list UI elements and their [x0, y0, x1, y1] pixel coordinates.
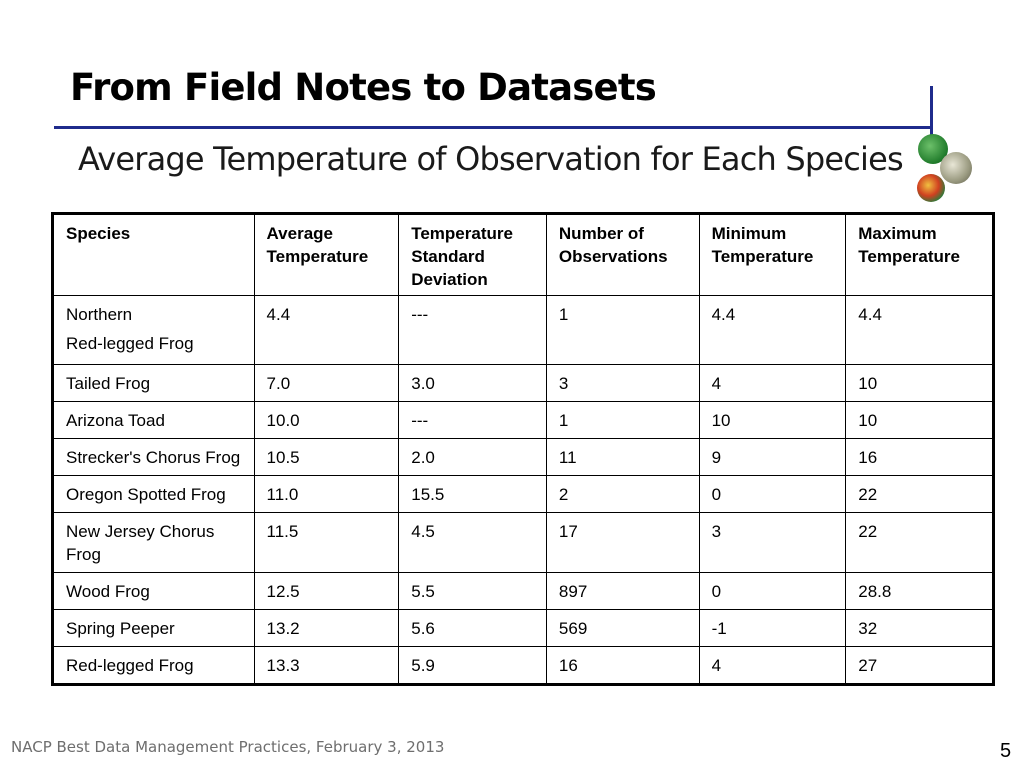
maximum-temperature-cell: 28.8 [846, 573, 994, 610]
average-temperature-cell: 13.3 [254, 647, 399, 685]
average-temperature-cell: 10.5 [254, 439, 399, 476]
header-maximum-temperature: Maximum Temperature [846, 214, 994, 296]
average-temperature-cell: 10.0 [254, 402, 399, 439]
species-cell: Red-legged Frog [53, 647, 255, 685]
minimum-temperature-cell: 0 [699, 573, 846, 610]
observations-cell: 16 [546, 647, 699, 685]
observations-cell: 11 [546, 439, 699, 476]
species-temperature-table [51, 212, 995, 686]
table-row [53, 476, 994, 513]
maximum-temperature-cell: 4.4 [846, 296, 994, 365]
minimum-temperature-cell: -1 [699, 610, 846, 647]
species-cell: Strecker's Chorus Frog [53, 439, 255, 476]
table-row [53, 610, 994, 647]
header-average-temperature: Average Temperature [254, 214, 399, 296]
average-temperature-cell: 11.5 [254, 513, 399, 573]
std-dev-cell: --- [399, 402, 547, 439]
footer-text: NACP Best Data Management Practices, February 3, 2013 [11, 738, 445, 756]
header-temperature-std-dev: Temperature Standard Deviation [399, 214, 547, 296]
observations-cell: 3 [546, 365, 699, 402]
std-dev-cell: 4.5 [399, 513, 547, 573]
table-row [53, 513, 994, 573]
slide-subtitle: Average Temperature of Observation for Each Species [78, 140, 903, 178]
observations-cell: 897 [546, 573, 699, 610]
maximum-temperature-cell: 22 [846, 476, 994, 513]
header-number-of-observations: Number of Observations [546, 214, 699, 296]
table-row [53, 402, 994, 439]
minimum-temperature-cell: 3 [699, 513, 846, 573]
observations-cell: 1 [546, 296, 699, 365]
observations-cell: 17 [546, 513, 699, 573]
table-row [53, 573, 994, 610]
observations-cell: 2 [546, 476, 699, 513]
maximum-temperature-cell: 27 [846, 647, 994, 685]
colored-globe-icon [917, 174, 945, 202]
species-cell: Arizona Toad [53, 402, 255, 439]
observations-cell: 1 [546, 402, 699, 439]
maximum-temperature-cell: 10 [846, 402, 994, 439]
table-row [53, 296, 994, 365]
table-row [53, 647, 994, 685]
species-cell: Wood Frog [53, 573, 255, 610]
std-dev-cell: 3.0 [399, 365, 547, 402]
average-temperature-cell: 11.0 [254, 476, 399, 513]
species-cell: New Jersey Chorus Frog [53, 513, 255, 573]
std-dev-cell: 15.5 [399, 476, 547, 513]
species-cell: Tailed Frog [53, 365, 255, 402]
maximum-temperature-cell: 32 [846, 610, 994, 647]
species-cell [53, 296, 255, 365]
minimum-temperature-cell: 4.4 [699, 296, 846, 365]
std-dev-cell: --- [399, 296, 547, 365]
observations-cell: 569 [546, 610, 699, 647]
title-underline [54, 126, 932, 129]
maximum-temperature-cell: 16 [846, 439, 994, 476]
slide-title: From Field Notes to Datasets [70, 66, 656, 109]
average-temperature-cell: 12.5 [254, 573, 399, 610]
minimum-temperature-cell: 4 [699, 647, 846, 685]
minimum-temperature-cell: 0 [699, 476, 846, 513]
species-cell: Spring Peeper [53, 610, 255, 647]
header-minimum-temperature: Minimum Temperature [699, 214, 846, 296]
maximum-temperature-cell: 22 [846, 513, 994, 573]
species-cell: Oregon Spotted Frog [53, 476, 255, 513]
std-dev-cell: 5.9 [399, 647, 547, 685]
species-line: Red-legged Frog [66, 334, 194, 353]
grey-globe-icon [940, 152, 972, 184]
std-dev-cell: 5.6 [399, 610, 547, 647]
average-temperature-cell: 7.0 [254, 365, 399, 402]
table-body [53, 296, 994, 685]
maximum-temperature-cell: 10 [846, 365, 994, 402]
average-temperature-cell: 4.4 [254, 296, 399, 365]
table-row [53, 439, 994, 476]
minimum-temperature-cell: 9 [699, 439, 846, 476]
table-row [53, 365, 994, 402]
minimum-temperature-cell: 4 [699, 365, 846, 402]
page-number: 5 [1000, 740, 1012, 762]
species-line: Northern [66, 305, 133, 324]
std-dev-cell: 5.5 [399, 573, 547, 610]
table-header-row [53, 214, 994, 296]
std-dev-cell: 2.0 [399, 439, 547, 476]
minimum-temperature-cell: 10 [699, 402, 846, 439]
header-species: Species [53, 214, 255, 296]
average-temperature-cell: 13.2 [254, 610, 399, 647]
